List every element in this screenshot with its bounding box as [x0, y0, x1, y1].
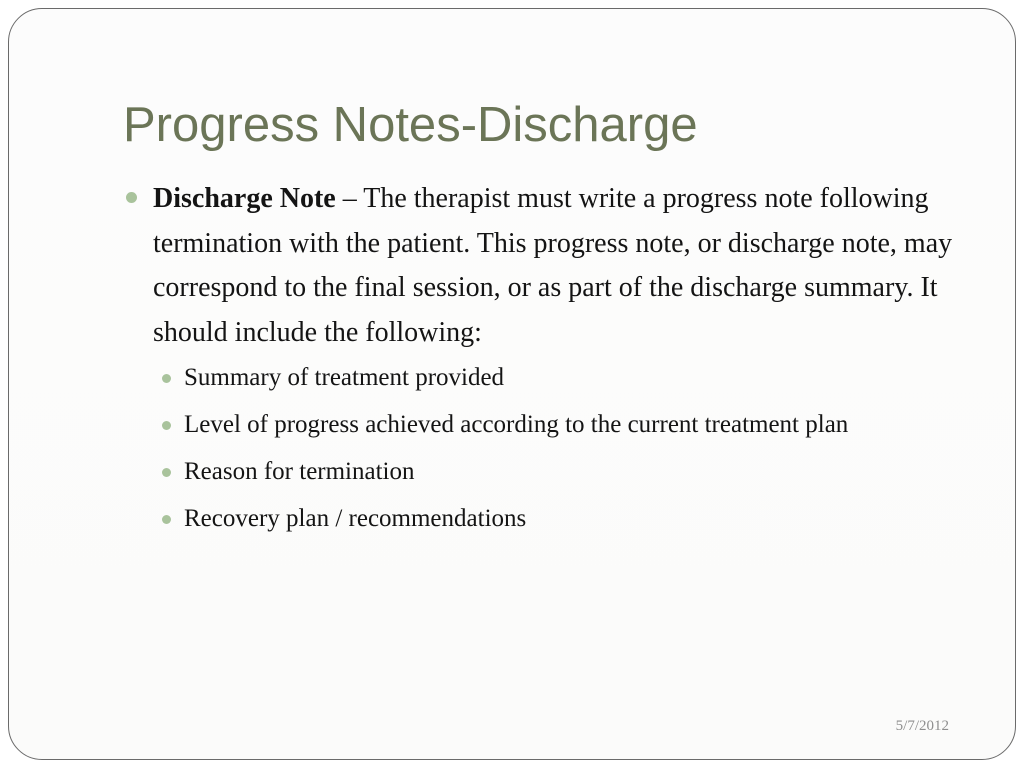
sub-bullet-text: Recovery plan / recommendations [184, 505, 527, 532]
sub-bullet-text: Summary of treatment provided [184, 364, 505, 391]
sub-bullet-list [123, 359, 983, 538]
main-bullet-text: – The therapist must write a progress note following termination with the patient. This progress note, or discharge note, may correspond to the final session, or as part of the discharge summary. It should include the following: [153, 183, 953, 348]
main-bullet [123, 177, 983, 355]
main-bullet-term: Discharge Note [153, 183, 336, 214]
sub-bullet-item [123, 406, 954, 444]
bullet-dot-icon [162, 515, 171, 524]
sub-bullet-item [123, 359, 954, 397]
sub-bullet-text: Reason for termination [184, 458, 415, 485]
sub-bullet-item [123, 453, 954, 491]
bullet-dot-icon [162, 421, 171, 430]
sub-bullet-item [123, 500, 954, 538]
slide-title: Progress Notes-Discharge [123, 98, 698, 152]
bullet-dot-icon [162, 468, 171, 477]
slide [8, 8, 1016, 760]
bullet-dot-icon [162, 374, 171, 383]
sub-bullet-text: Level of progress achieved according to the current treatment plan [184, 411, 849, 438]
slide-body [123, 177, 983, 547]
footer-date: 5/7/2012 [895, 718, 949, 734]
bullet-dot-icon [126, 192, 137, 203]
